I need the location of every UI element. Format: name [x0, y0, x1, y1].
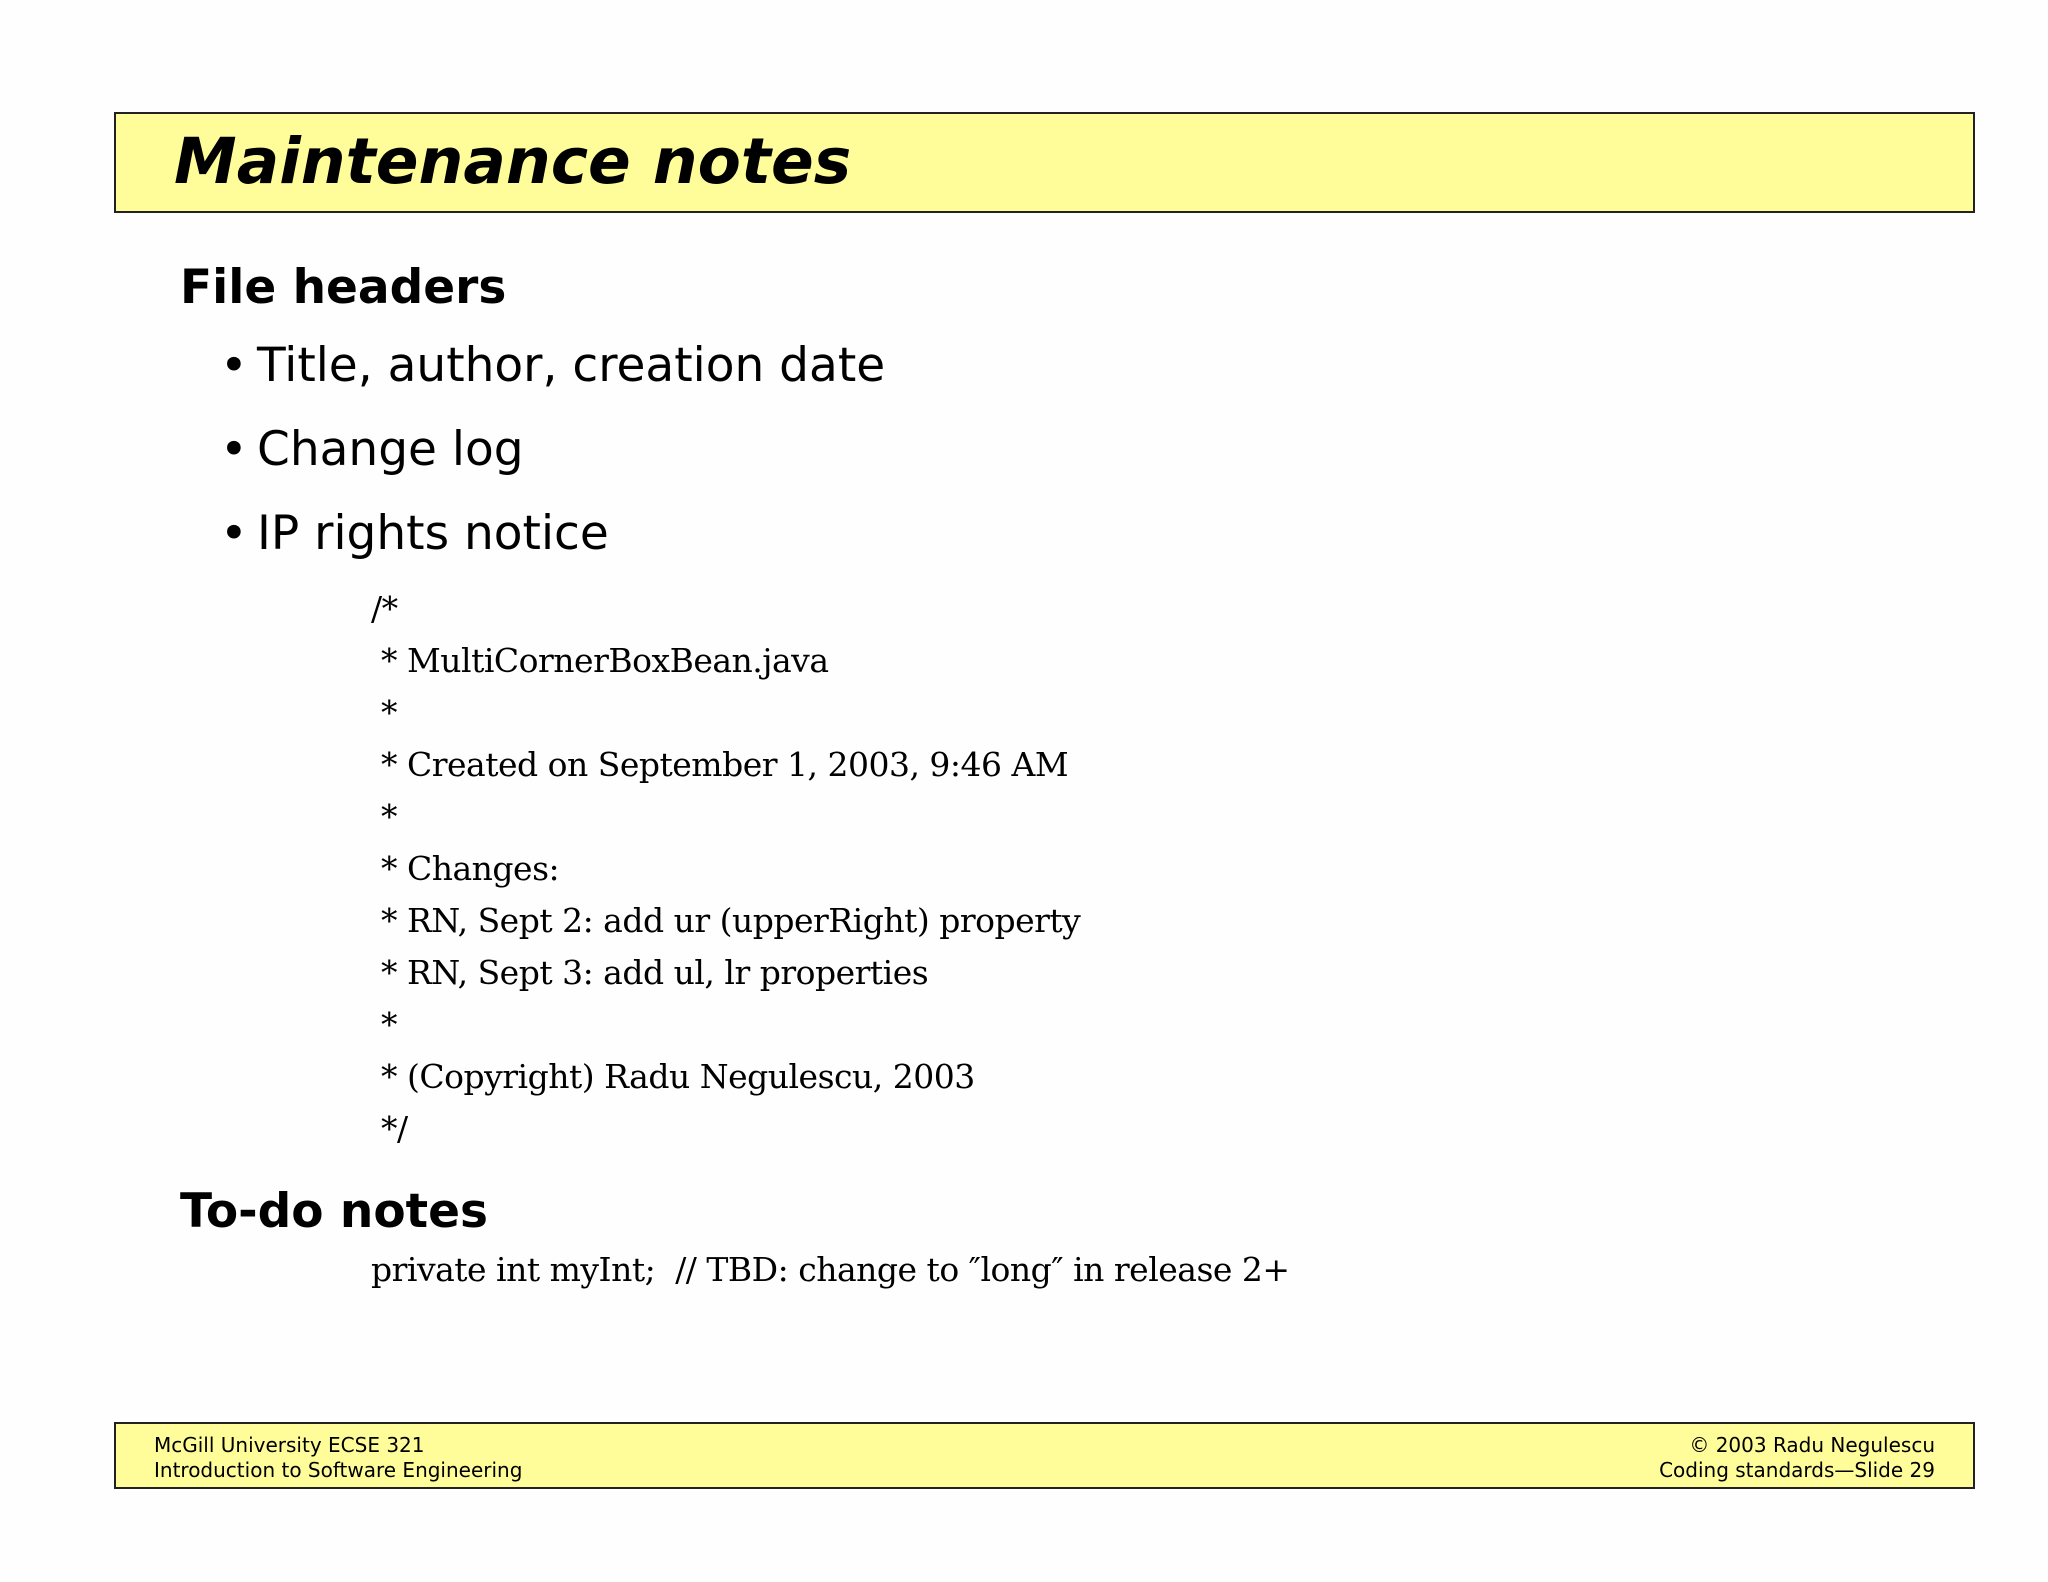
todo-notes-heading: To-do notes [180, 1184, 488, 1239]
todo-code-line: private int myInt; // TBD: change to ″long″ in release 2+ [371, 1250, 1290, 1289]
code-line: * MultiCornerBoxBean.java [371, 641, 829, 680]
footer-university: McGill University ECSE 321 [154, 1433, 425, 1457]
file-header-code-block [371, 583, 1080, 1155]
code-line: * RN, Sept 3: add ul, lr properties [371, 953, 929, 992]
bullet-item [220, 338, 886, 426]
bullet-text: Title, author, creation date [257, 338, 886, 393]
file-headers-heading: File headers [180, 260, 507, 315]
title-bar [114, 112, 1975, 213]
bullet-item [220, 506, 885, 594]
code-line: * RN, Sept 2: add ur (upperRight) property [371, 901, 1081, 940]
footer-copyright: © 2003 Radu Negulescu [1689, 1433, 1935, 1457]
code-line: * (Copyright) Radu Negulescu, 2003 [371, 1057, 975, 1096]
bullet-icon: • [220, 506, 248, 561]
footer-slide-info [1659, 1433, 1935, 1483]
code-line: */ [371, 1109, 408, 1148]
file-headers-bullet-list [220, 338, 886, 594]
footer-bar [114, 1422, 1975, 1489]
code-line: * Changes: [371, 849, 560, 888]
bullet-text: IP rights notice [257, 506, 609, 561]
code-line: * Created on September 1, 2003, 9:46 AM [371, 745, 1069, 784]
code-line: * [371, 693, 397, 732]
footer-course-info [154, 1433, 522, 1483]
footer-slide-number: Coding standards—Slide 29 [1659, 1458, 1935, 1482]
slide-title: Maintenance notes [174, 125, 852, 198]
code-line: /* [371, 589, 398, 628]
code-line: * [371, 1005, 397, 1044]
bullet-icon: • [220, 422, 248, 477]
bullet-text: Change log [257, 422, 524, 477]
code-line: * [371, 797, 397, 836]
bullet-icon: • [220, 338, 248, 393]
bullet-item [220, 422, 885, 510]
footer-course-title: Introduction to Software Engineering [154, 1458, 523, 1482]
